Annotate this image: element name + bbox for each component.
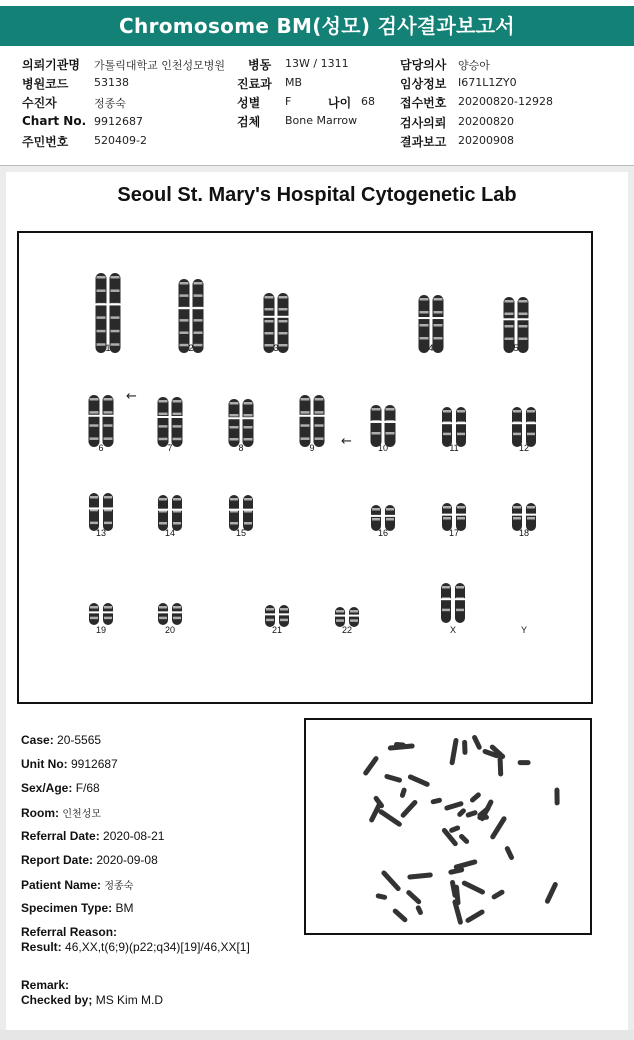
chromosome-pair-8 — [228, 399, 254, 447]
request-label: 검사의뢰 — [400, 116, 447, 130]
chromosome-pair-17 — [442, 503, 467, 531]
clinical-info-value: I671L1ZY0 — [458, 76, 517, 89]
report-title: Chromosome BM(성모) 검사결과보고서 — [0, 6, 634, 46]
chromosome-label: 7 — [167, 443, 173, 453]
chromosome-label: Y — [520, 625, 528, 635]
chromosome-label: 3 — [273, 343, 279, 353]
unit-label: Unit No: — [21, 757, 68, 771]
clinical-info-label: 임상정보 — [400, 77, 447, 91]
chromosome-label: 14 — [164, 528, 176, 538]
report-date-value: 2020-09-08 — [96, 853, 158, 867]
chromosome-label: 9 — [309, 443, 315, 453]
referral-reason-field — [21, 925, 321, 939]
chromosome-pair-21 — [265, 605, 290, 627]
metaphase-chromosomes — [362, 734, 559, 925]
case-label: Case: — [21, 733, 54, 747]
room-value: 인천성모 — [62, 809, 101, 820]
department-label: 진료과 — [237, 77, 272, 91]
checked-field — [21, 993, 321, 1007]
metaphase-drawing — [306, 720, 590, 933]
patient-name-field — [21, 877, 321, 892]
chromosome-label: 21 — [271, 625, 283, 635]
arrow-chr9: ← — [341, 434, 352, 449]
page-bottom-band — [0, 1030, 634, 1040]
chromosome-pair-13 — [89, 493, 114, 531]
specimen-type-value: BM — [115, 901, 134, 915]
specimen-value: Bone Marrow — [285, 114, 358, 127]
examinee-label: 수진자 — [22, 96, 57, 110]
report-body — [6, 172, 628, 1030]
chromosome-label: 6 — [98, 443, 104, 453]
patient-name-label: Patient Name: — [21, 878, 102, 892]
institution-value: 가톨릭대학교 인천성모병원 — [94, 59, 226, 72]
hospital-code-label: 병원코드 — [22, 77, 69, 91]
result-field — [21, 940, 321, 954]
arrow-chr6: ← — [126, 389, 137, 404]
chromosome-pair-12 — [512, 407, 537, 447]
chromosome-pair-11 — [442, 407, 467, 447]
chromosome-pair-19 — [89, 603, 114, 625]
chromosome-pair-2 — [178, 279, 204, 353]
age-value: 68 — [361, 95, 375, 108]
remark-label: Remark: — [21, 978, 70, 992]
lab-title: Seoul St. Mary's Hospital Cytogenetic Lab — [117, 184, 517, 206]
specimen-label: 검체 — [237, 115, 261, 129]
department-value: MB — [285, 76, 303, 89]
specimen-type-field — [21, 901, 321, 915]
chromosome-label: 8 — [238, 443, 244, 453]
chart-value: 9912687 — [94, 115, 143, 128]
room-label: Room: — [21, 806, 59, 820]
chromosome-pair-22 — [335, 607, 360, 627]
chromosome-label: 19 — [95, 625, 107, 635]
receipt-value: 20200820-12928 — [458, 95, 553, 108]
unit-field — [21, 757, 321, 771]
referral-reason-label: Referral Reason: — [21, 925, 118, 939]
receipt-label: 접수번호 — [400, 96, 447, 110]
metaphase-image — [304, 718, 592, 935]
chart-label: Chart No. — [22, 114, 87, 128]
chromosome-pair-X — [441, 583, 466, 623]
age-label: 나이 — [328, 96, 352, 110]
hospital-code-value: 53138 — [94, 76, 129, 89]
report-date-label: Report Date: — [21, 853, 94, 867]
result-label: Result: — [21, 940, 62, 954]
unit-value: 9912687 — [71, 757, 118, 771]
doctor-value: 양승아 — [458, 59, 490, 72]
patient-info-panel — [0, 48, 634, 166]
institution-label: 의뢰기관명 — [22, 58, 80, 72]
chromosome-label: 1 — [105, 343, 111, 353]
case-field — [21, 733, 321, 747]
karyotype-drawing — [19, 233, 591, 702]
chromosome-pair-15 — [229, 495, 254, 531]
chromosome-label: 2 — [188, 343, 194, 353]
report-date-field — [21, 853, 321, 867]
chromosome-pair-9 — [299, 395, 325, 447]
chromosome-label: 10 — [377, 443, 389, 453]
chromosome-label: 18 — [518, 528, 530, 538]
patient-name-value: 정종숙 — [104, 881, 134, 892]
sexage-label: Sex/Age: — [21, 781, 73, 795]
chromosome-label: 4 — [428, 343, 434, 353]
ward-label: 병동 — [248, 58, 272, 72]
result-value: 46,XX,t(6;9)(p22;q34)[19]/46,XX[1] — [65, 940, 250, 954]
request-value: 20200820 — [458, 115, 514, 128]
resident-label: 주민번호 — [22, 135, 69, 149]
chromosome-label: 12 — [518, 443, 530, 453]
sexage-value: F/68 — [75, 781, 100, 795]
chromosome-pair-20 — [158, 603, 183, 625]
sex-label: 성별 — [237, 96, 261, 110]
chromosome-pair-10 — [370, 405, 396, 447]
referral-date-field — [21, 829, 321, 843]
chromosome-label: 11 — [449, 443, 459, 453]
chromosome-label: 16 — [377, 528, 389, 538]
report-label: 결과보고 — [400, 135, 447, 149]
report-value: 20200908 — [458, 134, 514, 147]
chromosome-label: X — [449, 625, 457, 635]
referral-date-value: 2020-08-21 — [103, 829, 165, 843]
checked-label: Checked by; — [21, 993, 93, 1007]
chromosome-label: 5 — [513, 343, 519, 353]
chromosome-label: 22 — [341, 625, 353, 635]
chromosome-pair-7 — [157, 397, 183, 447]
referral-date-label: Referral Date: — [21, 829, 100, 843]
chromosome-pair-1 — [95, 273, 121, 353]
chromosome-label: 20 — [164, 625, 176, 635]
resident-value: 520409-2 — [94, 134, 147, 147]
chromosome-label: 17 — [448, 528, 460, 538]
chromosome-pair-6 — [88, 395, 114, 447]
title-bar — [0, 0, 634, 48]
chromosome-pair-14 — [158, 495, 183, 531]
ward-value: 13W / 1311 — [285, 57, 349, 70]
remark-field — [21, 978, 321, 992]
sex-value: F — [285, 95, 292, 108]
examinee-value: 정종숙 — [94, 97, 126, 110]
chromosome-label: 13 — [95, 528, 107, 538]
room-field — [21, 805, 321, 820]
chromosome-label: 15 — [235, 528, 247, 538]
case-value: 20-5565 — [57, 733, 102, 747]
sexage-field — [21, 781, 321, 795]
karyotype-image — [17, 231, 593, 704]
specimen-type-label: Specimen Type: — [21, 901, 113, 915]
checked-value: MS Kim M.D — [95, 993, 164, 1007]
doctor-label: 담당의사 — [400, 58, 447, 72]
chromosome-pair-18 — [512, 503, 537, 531]
